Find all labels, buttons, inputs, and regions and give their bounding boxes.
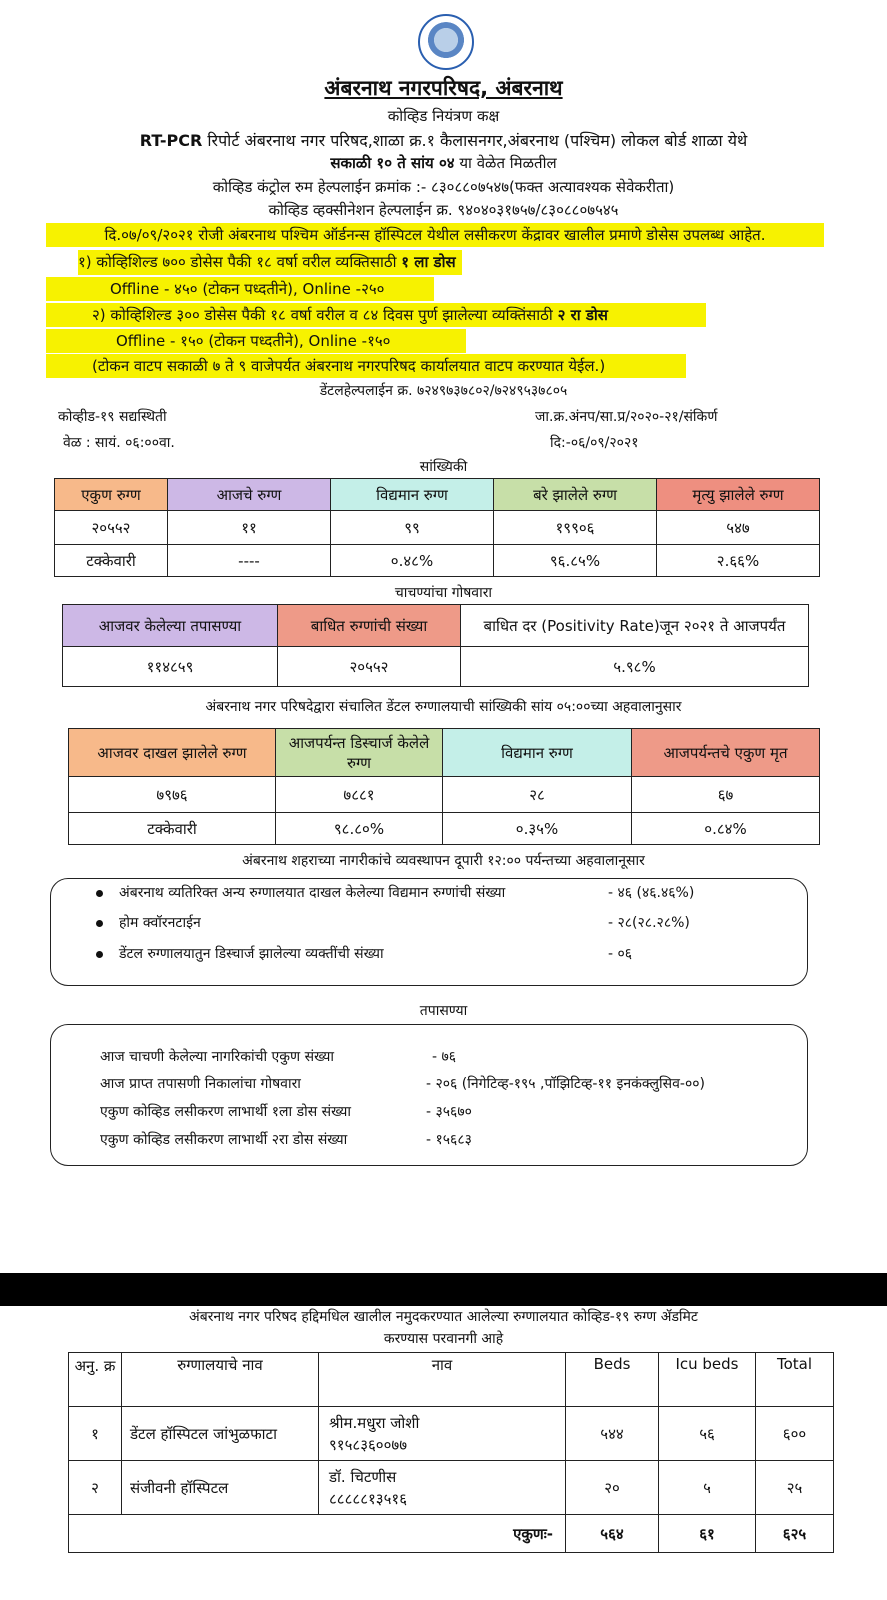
hospital-serial: १ <box>69 1407 122 1461</box>
hospitals-table <box>68 1352 834 1553</box>
stats-cell: १९९०६ <box>494 511 657 545</box>
dental-cell: ९८.८०% <box>276 813 443 845</box>
tests-heading: तपासण्या <box>419 1003 468 1019</box>
stats-header-recovered: बरे झालेले रुग्ण <box>494 479 657 511</box>
totals-beds: ५६४ <box>566 1515 659 1553</box>
table-row <box>69 1461 834 1515</box>
testing-header-rate: बाधित दर (Positivity Rate)जून २०२१ ते आजपर्यंत <box>461 605 809 647</box>
municipal-seal-logo <box>418 14 474 70</box>
hospital-beds: ५४४ <box>566 1407 659 1461</box>
tests-value: - २०६ (निगेटिव्ह-१९५ ,पॉझिटिव्ह-११ इनकंक्लुसिव-००) <box>426 1076 705 1092</box>
table-row <box>69 1407 834 1461</box>
tests-item: आज चाचणी केलेल्या नागरिकांची एकुण संख्या <box>100 1049 335 1065</box>
dental-cell: ०.३५% <box>443 813 632 845</box>
hospitals-header-beds: Beds <box>566 1353 659 1407</box>
dental-cell: २८ <box>443 777 632 813</box>
hospitals-header-name: नाव <box>319 1353 566 1407</box>
management-value: - २८(२८.२८%) <box>608 915 690 931</box>
stats-cell: २.६६% <box>657 545 820 577</box>
testing-summary-heading: चाचण्यांचा गोषवारा <box>394 585 493 601</box>
hospital-beds: २० <box>566 1461 659 1515</box>
dental-cell: ६७ <box>632 777 820 813</box>
page-title: अंबरनाथ नगरपरिषद, अंबरनाथ <box>324 76 563 100</box>
stats-cell: २०५५२ <box>55 511 168 545</box>
dental-header-admitted: आजवर दाखल झालेले रुग्ण <box>69 729 276 777</box>
dental-table <box>68 728 820 845</box>
tests-item: एकुण कोव्हिड लसीकरण लाभार्थी १ला डोस संख्या <box>100 1104 352 1120</box>
report-date: दि:-०६/०९/२०२१ <box>550 435 639 451</box>
totals-label: एकुणः- <box>69 1515 566 1553</box>
vaccination-notice-dose2-split: Offline - १५० (टोकन पध्दतीने), Online -१५० <box>46 329 466 353</box>
stats-cell: ९६.८५% <box>494 545 657 577</box>
dental-cell: ७९७६ <box>69 777 276 813</box>
testing-cell: २०५५२ <box>278 647 461 687</box>
timing-line: सकाळी १० ते सांय ०४ या वेळेत मिळतील <box>330 154 557 172</box>
hospital-total: २५ <box>756 1461 834 1515</box>
vaccination-notice-line1: दि.०७/०९/२०२१ रोजी अंबरनाथ पश्चिम ऑर्डनन्स हॉस्पिटल येथील लसीकरण केंद्रावर खालील प्रमाणे डोसेस उपलब्ध आहेत. <box>46 223 824 247</box>
hospital-name: संजीवनी हॉस्पिटल <box>122 1461 319 1515</box>
testing-summary-table <box>62 604 809 687</box>
stats-heading: सांख्यिकी <box>419 459 468 475</box>
dental-header-discharged: आजपर्यन्त डिस्चार्ज केलेले रुग्ण <box>276 729 443 777</box>
stats-header-deaths: मृत्यु झालेले रुग्ण <box>657 479 820 511</box>
totals-icu: ६१ <box>659 1515 756 1553</box>
stats-cell: ५४७ <box>657 511 820 545</box>
stats-cell: ---- <box>168 545 331 577</box>
dental-helpline: डेंटलहेल्पलाईन क्र. ७२४९७३७८०२/७२४९५३७८०५ <box>319 383 568 399</box>
dental-cell: टक्केवारी <box>69 813 276 845</box>
dental-header-active: विद्यमान रुग्ण <box>443 729 632 777</box>
hospital-contact: डॉ. चिटणीस ८८८८८१३५१६ <box>319 1461 566 1515</box>
hospital-serial: २ <box>69 1461 122 1515</box>
management-heading: अंबरनाथ शहराच्या नागरीकांचे व्यवस्थापन दूपारी १२:०० पर्यन्तच्या अहवालानूसार <box>242 853 645 869</box>
testing-header-total: आजवर केलेल्या तपासण्या <box>63 605 278 647</box>
vaccination-notice-dose2: २) कोव्हिशिल्ड ३०० डोसेस पैकी १८ वर्षा वरील व ८४ दिवस पुर्ण झालेल्या व्यक्तिंसाठी २ रा डोस <box>46 303 706 327</box>
reference-number: जा.क्र.अंनप/सा.प्र/२०२०-२१/संकिर्ण <box>535 409 718 425</box>
tests-value: - १५६८३ <box>426 1132 472 1148</box>
tests-item: एकुण कोव्हिड लसीकरण लाभार्थी २रा डोस संख्या <box>100 1132 348 1148</box>
vaccine-helpline: कोव्हिड व्हक्सीनेशन हेल्पलाईन क्र. ९४०४०३१७५७/८३०८८०७५४५ <box>268 201 619 219</box>
stats-header-total: एकुण रुग्ण <box>55 479 168 511</box>
management-item: होम क्वॉरनटाईन <box>96 913 201 932</box>
stats-header-active: विद्यमान रुग्ण <box>331 479 494 511</box>
hospital-icu: ५ <box>659 1461 756 1515</box>
status-label: कोव्हीड-१९ सद्यस्थिती <box>58 409 167 425</box>
tests-value: - ७६ <box>432 1049 457 1065</box>
totals-all: ६२५ <box>756 1515 834 1553</box>
stats-table <box>54 478 820 577</box>
hospital-total: ६०० <box>756 1407 834 1461</box>
tests-value: - ३५६७० <box>426 1104 472 1120</box>
cell-name: कोव्हिड नियंत्रण कक्ष <box>387 107 500 125</box>
hospital-icu: ५६ <box>659 1407 756 1461</box>
testing-header-positive: बाधित रुग्णांची संख्या <box>278 605 461 647</box>
tests-item: आज प्राप्त तपासणी निकालांचा गोषवारा <box>100 1076 301 1092</box>
dental-cell: ७८८१ <box>276 777 443 813</box>
report-time: वेळ : सायं. ०६:००वा. <box>63 435 175 451</box>
management-value: - ४६ (४६.४६%) <box>608 885 695 901</box>
hospitals-heading-line1: अंबरनाथ नगर परिषद हद्दिमधिल खालील नमुदकरण्यात आलेल्या रुग्णालयात कोव्हिड-१९ रुग्ण ॲडमिट <box>189 1309 698 1325</box>
vaccination-notice-dose1-split: Offline - ४५० (टोकन पध्दतीने), Online -२५० <box>46 277 434 301</box>
stats-cell: ११ <box>168 511 331 545</box>
stats-cell: ०.४८% <box>331 545 494 577</box>
testing-cell: ११४८५९ <box>63 647 278 687</box>
management-item: अंबरनाथ व्यतिरिक्त अन्य रुग्णालयात दाखल केलेल्या विद्यमान रुग्णांची संख्या <box>96 883 505 902</box>
stats-cell: ९९ <box>331 511 494 545</box>
hospitals-heading-line2: करण्यास परवानगी आहे <box>383 1331 504 1347</box>
hospital-contact: श्रीम.मधुरा जोशी ९१५८३६००७७ <box>319 1407 566 1461</box>
management-item: डेंटल रुग्णालयातुन डिस्चार्ज झालेल्या व्यक्तींची संख्या <box>96 944 384 963</box>
stats-header-today: आजचे रुग्ण <box>168 479 331 511</box>
hospital-name: डेंटल हॉस्पिटल जांभुळफाटा <box>122 1407 319 1461</box>
page-divider <box>0 1273 887 1306</box>
dental-cell: ०.८४% <box>632 813 820 845</box>
management-value: - ०६ <box>608 946 633 962</box>
vaccination-notice-dose1: १) कोव्हिशिल्ड ७०० डोसेस पैकी १८ वर्षा वरील व्यक्तिसाठी १ ला डोस <box>78 250 462 275</box>
rtpcr-line: RT-PCR रिपोर्ट अंबरनाथ नगर परिषद,शाळा क्र.१ कैलासनगर,अंबरनाथ (पश्चिम) लोकल बोर्ड शाळा येथे <box>139 131 748 150</box>
stats-cell: टक्केवारी <box>55 545 168 577</box>
token-distribution-note: (टोकन वाटप सकाळी ७ ते ९ वाजेपर्यत अंबरनाथ नगरपरिषद कार्यालयात वाटप करण्यात येईल.) <box>46 354 686 378</box>
totals-row <box>69 1515 834 1553</box>
dental-heading: अंबरनाथ नगर परिषदेद्वारा संचालित डेंटल रुग्णालयाची सांख्यिकी सांय ०५:००च्या अहवालानुसार <box>205 699 682 715</box>
control-helpline: कोव्हिड कंट्रोल रुम हेल्पलाईन क्रमांक :- ८३०८८०७५४७(फक्त अत्यावश्यक सेवेकरीता) <box>212 178 675 196</box>
hospitals-header-hospital: रुग्णालयाचे नाव <box>122 1353 319 1407</box>
hospitals-header-total: Total <box>756 1353 834 1407</box>
testing-cell: ५.९८% <box>461 647 809 687</box>
hospitals-header-icu: Icu beds <box>659 1353 756 1407</box>
hospitals-header-serial: अनु. क्र <box>69 1353 122 1407</box>
dental-header-deaths: आजपर्यन्तचे एकुण मृत <box>632 729 820 777</box>
